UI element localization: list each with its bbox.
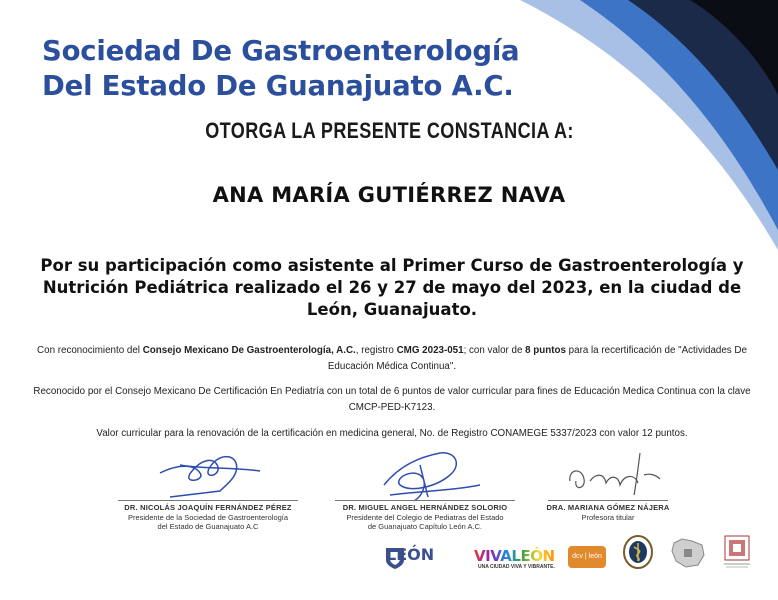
- signature-role-3: Profesora titular: [581, 512, 635, 522]
- signature-role-1: Presidente de la Sociedad de Gastroenterología: [127, 512, 289, 522]
- recognition-cmcp: Reconocido por el Consejo Mexicano De Certificación En Pediatría con un total de 6 puntos de valor curricular para fines de Educación Medica Continua con la clave CMCP-PED-K7123.: [33, 386, 751, 413]
- recognition-council: Consejo Mexicano De Gastroenterología, A.C.: [142, 345, 356, 356]
- recognition-cmg-c: ; con valor de: [463, 345, 526, 356]
- organization-title-line1: Sociedad De Gastroenterología: [42, 35, 520, 67]
- signature-role-2: Presidente del Colegio de Pediatras del Estado: [346, 512, 504, 522]
- signature-name-2: DR. MIGUEL ANGEL HERNÁNDEZ SOLORIO: [342, 503, 508, 512]
- signature-scribble-2: [370, 445, 490, 505]
- signature-block-1: [108, 500, 308, 532]
- viva-leon-text: VIVALEÓN: [474, 547, 555, 565]
- medical-crest-icon: [620, 534, 656, 570]
- leon-logo-text: LEÓN: [386, 545, 435, 564]
- signature-scribble-1: [140, 445, 290, 505]
- signature-line-1: [118, 500, 298, 501]
- signature-line-3: [548, 500, 668, 501]
- recognition-cmg-d: para la recertificación de "Actividades De Educación Médica Continua".: [327, 345, 747, 372]
- signature-role2-1: del Estado de Guanajuato A.C: [157, 522, 259, 531]
- signature-name-1: DR. NICOLÁS JOAQUÍN FERNÁNDEZ PÉREZ: [124, 503, 292, 512]
- recognition-conamege: Valor curricular para la renovación de la certificación en medicina general, No. de Registro CONAMEGE 5337/2023 con valor 12 puntos.: [96, 428, 688, 439]
- dcv-leon-logo: dcv | león: [568, 546, 606, 568]
- viva-leon-slogan: UNA CIUDAD VIVA Y VIBRANTE.: [478, 564, 555, 570]
- signature-name-3: DRA. MARIANA GÓMEZ NÁJERA: [546, 503, 670, 512]
- recognition-cmg-a: Con reconocimiento del: [37, 345, 143, 356]
- recognition-registry: CMG 2023-051: [396, 345, 464, 356]
- organization-title: [42, 34, 519, 104]
- recognition-points: 8 puntos: [525, 345, 566, 356]
- viva-leon-logo: [474, 547, 555, 565]
- signature-block-2: [325, 500, 525, 532]
- recipient-name: ANA MARÍA GUTIÉRREZ NAVA: [212, 183, 566, 207]
- signature-scribble-3: [560, 445, 670, 505]
- signature-block-3: [538, 500, 678, 522]
- participation-text: Por su participación como asistente al Primer Curso de Gastroenterología y Nutrición Pediátrica realizado el 26 y 27 de mayo del 2023, en la ciudad de León, Guanajuato.: [40, 256, 744, 319]
- recognition-cmg: [30, 343, 754, 375]
- organization-title-line2: Del Estado De Guanajuato A.C.: [42, 70, 514, 102]
- recognition-cmg-b: , registro: [355, 345, 397, 356]
- grant-heading: OTORGA LA PRESENTE CONSTANCIA A:: [205, 118, 574, 143]
- signature-role2-2: de Guanajuato Capítulo León A.C.: [367, 522, 483, 531]
- guanajuato-map-icon: [668, 535, 708, 571]
- signature-line-2: [335, 500, 515, 501]
- college-emblem-icon: [720, 532, 754, 572]
